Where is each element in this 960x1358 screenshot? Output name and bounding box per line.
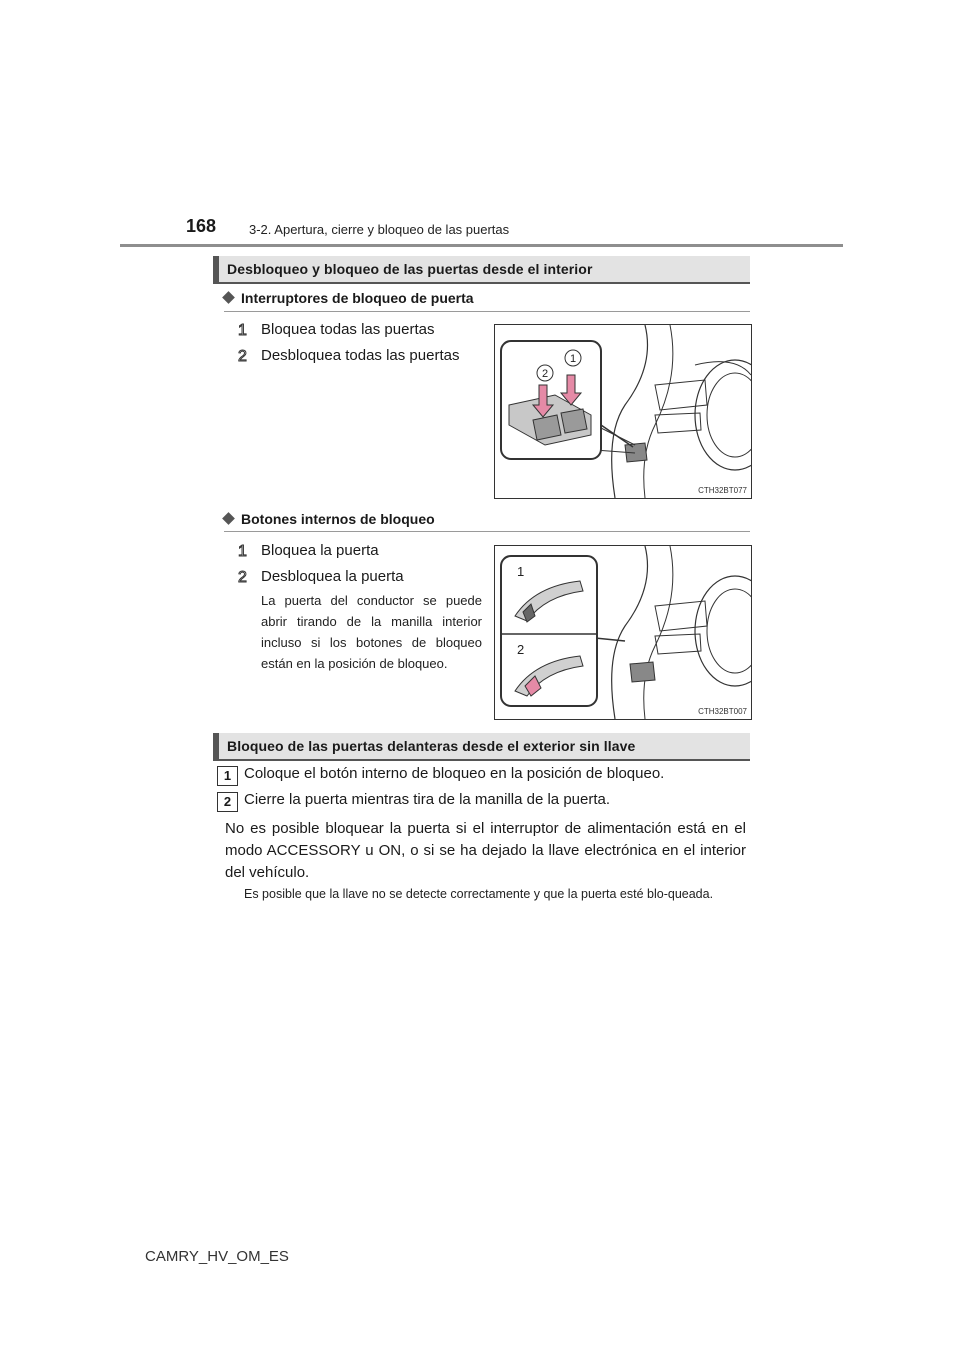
door-lock-switch-illustration <box>494 324 752 499</box>
subsection-rule <box>224 531 750 532</box>
callout-1: 1 <box>569 353 577 365</box>
step-number: 2 <box>217 792 238 812</box>
callout-1: 1 <box>517 564 525 579</box>
running-title: 3-2. Apertura, cierre y bloqueo de las puertas <box>249 222 510 237</box>
item-number: 1 <box>238 322 247 339</box>
item-text: Bloquea la puerta <box>261 542 379 559</box>
item-number: 2 <box>238 348 247 365</box>
section-bar-exterior <box>213 733 750 761</box>
step-text: Coloque el botón interno de bloqueo en la posición de bloqueo. <box>244 765 665 782</box>
subsection-heading-buttons <box>224 511 435 527</box>
info-paragraph: No es posible bloquear la puerta si el interruptor de alimentación está en el modo ACCESSORY u ON, o si se ha dejado la llave electrónica en el interior del vehículo. <box>225 820 746 881</box>
section-bar-accent <box>213 256 219 282</box>
subsection-title: Botones internos de bloqueo <box>241 511 435 527</box>
section-title: Bloqueo de las puertas delanteras desde el exterior sin llave <box>227 738 636 754</box>
step-text: Cierre la puerta mientras tira de la manilla de la puerta. <box>244 791 611 808</box>
callout-2: 2 <box>541 368 549 380</box>
section-title: Desbloqueo y bloqueo de las puertas desde el interior <box>227 261 593 277</box>
item-number: 1 <box>238 543 247 560</box>
document-code: CAMRY_HV_OM_ES <box>145 1248 289 1265</box>
page-number: 168 <box>186 216 217 236</box>
lock-button-drawing <box>495 546 751 719</box>
step-number: 1 <box>217 766 238 786</box>
lock-button-illustration <box>494 545 752 720</box>
item-text: Desbloquea todas las puertas <box>261 347 460 364</box>
header-rule <box>120 244 843 247</box>
door-lock-switch-drawing <box>495 325 751 498</box>
diamond-bullet-icon <box>222 291 235 304</box>
item-number: 2 <box>238 569 247 586</box>
subsection-rule <box>224 311 750 312</box>
callout-2: 2 <box>517 642 525 657</box>
section-bar-accent <box>213 733 219 759</box>
subsection-title: Interruptores de bloqueo de puerta <box>241 290 474 306</box>
item-text: Bloquea todas las puertas <box>261 321 435 338</box>
image-code: CTH32BT007 <box>698 707 747 716</box>
item-text: Desbloquea la puerta <box>261 568 404 585</box>
diamond-bullet-icon <box>222 512 235 525</box>
section-bar-interior <box>213 256 750 284</box>
note-text: La puerta del conductor se puede abrir tirando de la manilla interior incluso si los botones de bloqueo están en la posición de bloqueo. <box>261 593 482 671</box>
subsection-heading-switches <box>224 290 474 306</box>
note-text: Es posible que la llave no se detecte correctamente y que la puerta esté blo-queada. <box>244 887 714 901</box>
image-code: CTH32BT077 <box>698 486 747 495</box>
